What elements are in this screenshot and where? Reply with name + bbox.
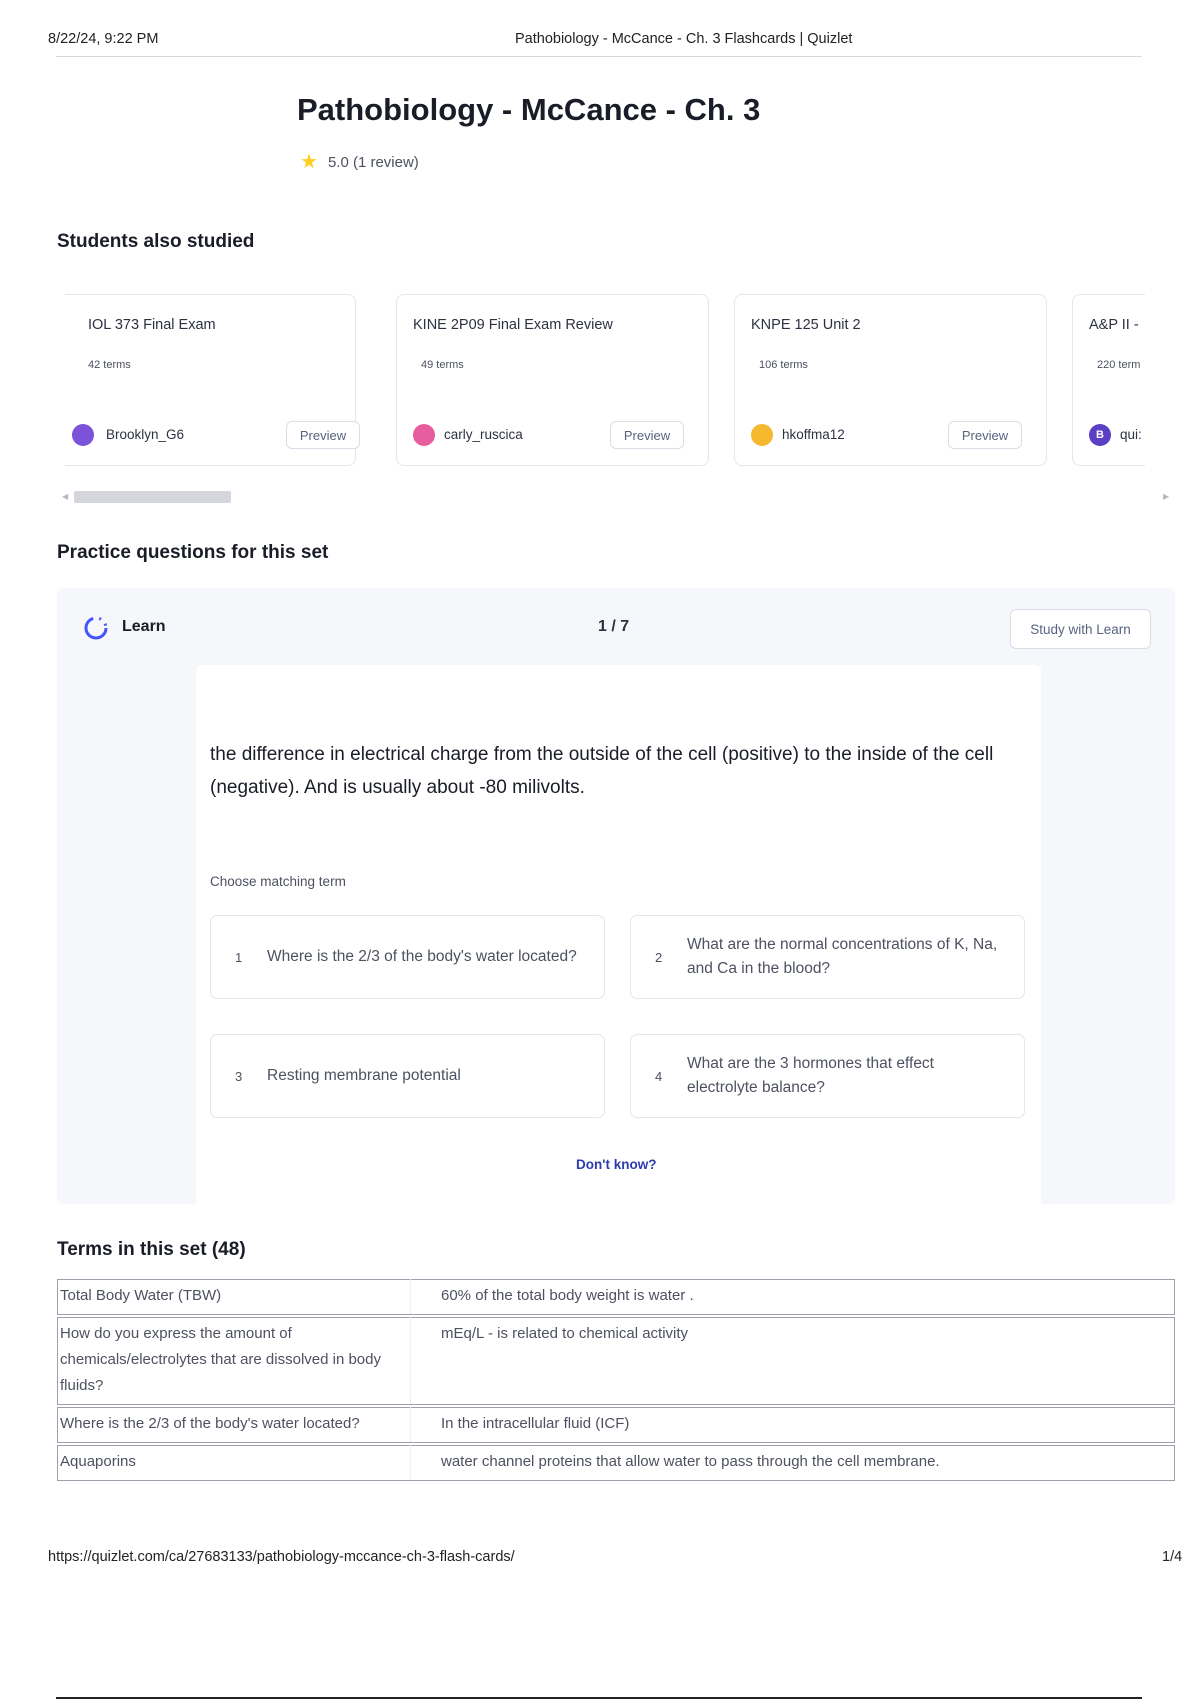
avatar — [413, 424, 435, 446]
practice-questions-heading: Practice questions for this set — [57, 542, 329, 563]
definition-cell: water channel proteins that allow water to pass through the cell membrane. — [411, 1446, 1175, 1481]
set-title: Pathobiology - McCance - Ch. 3 — [297, 92, 761, 127]
option-number: 3 — [235, 1068, 243, 1084]
answer-option-1[interactable] — [210, 915, 605, 999]
term-cell: Aquaporins — [58, 1446, 411, 1481]
table-row — [58, 1280, 1175, 1315]
avatar: B — [1089, 424, 1111, 446]
term-cell: How do you express the amount of chemicals/electrolytes that are dissolved in body fluids? — [58, 1318, 411, 1405]
card-terms-count: 106 terms — [759, 359, 808, 371]
table-row — [58, 1446, 1175, 1481]
term-cell: Total Body Water (TBW) — [58, 1280, 411, 1315]
answer-option-4[interactable] — [630, 1034, 1025, 1118]
footer-divider — [56, 1697, 1142, 1699]
option-text: Where is the 2/3 of the body's water located? — [267, 948, 577, 965]
study-set-card[interactable] — [734, 294, 1047, 466]
rating[interactable] — [300, 152, 419, 172]
definition-cell: In the intracellular fluid (ICF) — [411, 1408, 1175, 1443]
scroll-right-icon[interactable]: ▶ — [1163, 492, 1170, 501]
print-url: https://quizlet.com/ca/27683133/pathobiology-mccance-ch-3-flash-cards/ — [48, 1549, 515, 1565]
avatar — [751, 424, 773, 446]
option-text: What are the 3 hormones that effect electrolyte balance? — [687, 1055, 934, 1096]
answer-option-3[interactable] — [210, 1034, 605, 1118]
answer-option-2[interactable] — [630, 915, 1025, 999]
card-terms-count: 220 term — [1097, 359, 1141, 371]
terms-table — [57, 1279, 1175, 1481]
study-set-card[interactable] — [65, 294, 356, 466]
study-set-carousel — [65, 292, 1175, 472]
definition-cell: mEq/L - is related to chemical activity — [411, 1318, 1175, 1405]
learn-icon — [83, 615, 109, 641]
print-page-title: Pathobiology - McCance - Ch. 3 Flashcards | Quizlet — [515, 31, 853, 47]
learn-mode-label: Learn — [122, 618, 166, 635]
table-row — [58, 1408, 1175, 1443]
option-number: 4 — [655, 1068, 663, 1084]
students-also-studied-heading: Students also studied — [57, 231, 255, 252]
card-title: KNPE 125 Unit 2 — [751, 317, 861, 333]
rating-text: 5.0 (1 review) — [327, 153, 419, 171]
card-terms-count: 49 terms — [421, 359, 464, 371]
card-title: IOL 373 Final Exam — [88, 317, 216, 333]
card-terms-count: 42 terms — [88, 359, 131, 371]
terms-heading: Terms in this set (48) — [57, 1239, 246, 1260]
definition-cell: 60% of the total body weight is water . — [411, 1280, 1175, 1315]
print-datetime: 8/22/24, 9:22 PM — [48, 31, 159, 47]
study-with-learn-button[interactable]: Study with Learn — [1010, 609, 1151, 649]
option-text: Resting membrane potential — [267, 1067, 461, 1084]
header-divider — [56, 56, 1142, 57]
question-text: the difference in electrical charge from the outside of the cell (positive) to the inside of the cell (negative). And is usually about -80 milivolts. — [210, 744, 994, 798]
preview-button[interactable]: Preview — [286, 421, 360, 449]
card-title: KINE 2P09 Final Exam Review — [413, 317, 613, 333]
card-username[interactable]: qui: — [1120, 427, 1142, 442]
avatar — [72, 424, 94, 446]
scroll-left-icon[interactable]: ◀ — [62, 492, 69, 501]
carousel-scrollbar[interactable] — [74, 491, 231, 503]
option-number: 2 — [655, 949, 663, 965]
card-username[interactable]: hkoffma12 — [782, 427, 845, 442]
print-page-number: 1/4 — [1162, 1549, 1183, 1565]
option-text: What are the normal concentrations of K, Na, and Ca in the blood? — [687, 936, 998, 977]
question-counter: 1 / 7 — [598, 618, 630, 635]
study-set-card[interactable] — [396, 294, 709, 466]
preview-button[interactable]: Preview — [610, 421, 684, 449]
table-row — [58, 1318, 1175, 1405]
card-title: A&P II - — [1089, 317, 1139, 333]
card-username[interactable]: carly_ruscica — [444, 427, 523, 442]
option-number: 1 — [235, 949, 243, 965]
star-icon: ★ — [300, 151, 318, 173]
preview-button[interactable]: Preview — [948, 421, 1022, 449]
carousel-edge — [1145, 292, 1175, 472]
term-cell: Where is the 2/3 of the body's water located? — [58, 1408, 411, 1443]
choose-prompt: Choose matching term — [210, 874, 346, 889]
card-username[interactable]: Brooklyn_G6 — [106, 427, 185, 442]
dont-know-link[interactable]: Don't know? — [576, 1157, 657, 1172]
